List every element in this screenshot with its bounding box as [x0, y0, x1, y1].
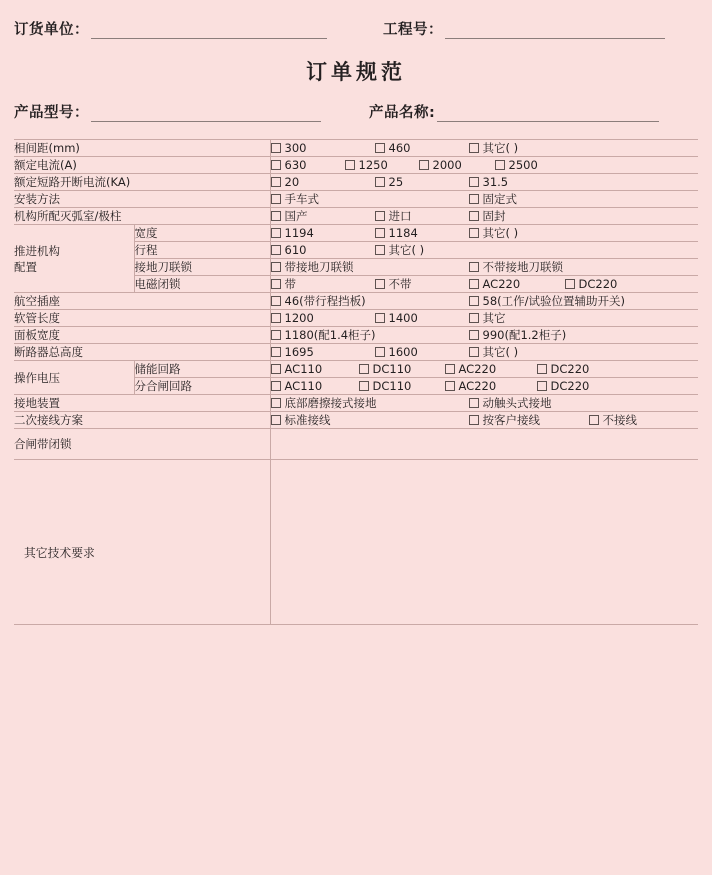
- row-label-hose-length: 软管长度: [14, 310, 270, 327]
- checkbox-icon[interactable]: [375, 313, 385, 323]
- checkbox-option[interactable]: 1695: [271, 345, 375, 359]
- row-options-earth-interlock: [270, 259, 698, 276]
- checkbox-option[interactable]: 31.5: [469, 175, 698, 189]
- checkbox-icon[interactable]: [375, 211, 385, 221]
- checkbox-option[interactable]: 1600: [375, 345, 469, 359]
- row-label-push-mechanism: 推进机构 配置: [14, 225, 134, 293]
- checkbox-icon[interactable]: [271, 262, 281, 272]
- checkbox-option[interactable]: 630: [271, 158, 345, 172]
- checkbox-icon[interactable]: [375, 347, 385, 357]
- product-name-input[interactable]: [437, 106, 659, 122]
- row-label-arc-chamber: 机构所配灭弧室/极柱: [14, 208, 270, 225]
- checkbox-icon[interactable]: [271, 313, 281, 323]
- checkbox-icon[interactable]: [345, 160, 355, 170]
- sub-label-magnetic-lock: 电磁闭锁: [134, 276, 270, 293]
- checkbox-icon[interactable]: [445, 381, 455, 391]
- page-title: 订单规范: [306, 60, 406, 84]
- project-no-input[interactable]: [445, 23, 665, 39]
- checkbox-icon[interactable]: [469, 194, 479, 204]
- checkbox-option[interactable]: DC220: [537, 362, 698, 376]
- table-row: [14, 140, 698, 157]
- table-row: [14, 460, 698, 625]
- checkbox-icon[interactable]: [469, 211, 479, 221]
- row-options-other-requirements[interactable]: [270, 460, 698, 625]
- checkbox-option[interactable]: 固封: [469, 208, 698, 224]
- checkbox-icon[interactable]: [375, 143, 385, 153]
- row-options-push-width: [270, 225, 698, 242]
- form-header-second: [14, 92, 698, 122]
- row-options-rated-current: [270, 157, 698, 174]
- checkbox-option[interactable]: 20: [271, 175, 375, 189]
- checkbox-option[interactable]: 手车式: [271, 191, 469, 207]
- checkbox-icon[interactable]: [375, 177, 385, 187]
- checkbox-icon[interactable]: [271, 143, 281, 153]
- table-row: [14, 327, 698, 344]
- checkbox-option[interactable]: 其它( ): [469, 344, 698, 360]
- row-options-energy-circuit: [270, 361, 698, 378]
- table-row: [14, 225, 698, 242]
- checkbox-icon[interactable]: [359, 364, 369, 374]
- checkbox-icon[interactable]: [375, 245, 385, 255]
- row-options-aviation-socket: [270, 293, 698, 310]
- order-unit-label: 订货单位：: [14, 22, 89, 38]
- checkbox-icon[interactable]: [469, 279, 479, 289]
- checkbox-option[interactable]: 25: [375, 175, 469, 189]
- checkbox-icon[interactable]: [565, 279, 575, 289]
- checkbox-icon[interactable]: [271, 228, 281, 238]
- checkbox-icon[interactable]: [271, 160, 281, 170]
- checkbox-icon[interactable]: [469, 347, 479, 357]
- checkbox-option[interactable]: 其它: [469, 310, 698, 326]
- checkbox-option[interactable]: 1400: [375, 311, 469, 325]
- checkbox-option[interactable]: 不带: [375, 276, 469, 292]
- row-label-aviation-socket: 航空插座: [14, 293, 270, 310]
- row-options-push-stroke: [270, 242, 698, 259]
- checkbox-icon[interactable]: [375, 279, 385, 289]
- table-row: [14, 429, 698, 460]
- table-row: [14, 157, 698, 174]
- checkbox-icon[interactable]: [469, 177, 479, 187]
- table-row: [14, 310, 698, 327]
- row-options-hose-length: [270, 310, 698, 327]
- checkbox-option[interactable]: AC110: [271, 379, 359, 393]
- product-model-label: 产品型号：: [14, 105, 89, 121]
- checkbox-option[interactable]: 58(工作/试验位置辅助开关): [469, 293, 698, 309]
- checkbox-icon[interactable]: [495, 160, 505, 170]
- order-unit-input[interactable]: [91, 23, 327, 39]
- row-label-breaker-height: 断路器总高度: [14, 344, 270, 361]
- sub-label-close-open-circuit: 分合闸回路: [134, 378, 270, 395]
- checkbox-option[interactable]: 进口: [375, 208, 469, 224]
- checkbox-icon[interactable]: [271, 415, 281, 425]
- row-label-rated-current: 额定电流(A): [14, 157, 270, 174]
- row-options-secondary-wiring: [270, 412, 698, 429]
- checkbox-icon[interactable]: [469, 330, 479, 340]
- project-no-label: 工程号：: [383, 22, 443, 38]
- table-row: [14, 208, 698, 225]
- checkbox-icon[interactable]: [359, 381, 369, 391]
- checkbox-option[interactable]: 不带接地刀联锁: [469, 259, 698, 275]
- row-options-earthing-device: [270, 395, 698, 412]
- checkbox-option[interactable]: 46(带行程挡板): [271, 293, 469, 309]
- checkbox-option[interactable]: 1250: [345, 158, 419, 172]
- checkbox-option[interactable]: DC110: [359, 379, 445, 393]
- checkbox-icon[interactable]: [469, 228, 479, 238]
- row-options-closing-lock[interactable]: [270, 429, 698, 460]
- checkbox-icon[interactable]: [271, 177, 281, 187]
- table-row: [14, 344, 698, 361]
- row-label-earthing-device: 接地装置: [14, 395, 270, 412]
- product-name-field[interactable]: [369, 101, 659, 122]
- checkbox-icon[interactable]: [469, 262, 479, 272]
- checkbox-option[interactable]: 其它( ): [375, 242, 698, 258]
- row-label-phase-distance: 相间距(mm): [14, 140, 270, 157]
- sub-label-earth-interlock: 接地刀联锁: [134, 259, 270, 276]
- checkbox-option[interactable]: 标准接线: [271, 412, 469, 428]
- checkbox-option[interactable]: 1200: [271, 311, 375, 325]
- checkbox-option[interactable]: 610: [271, 243, 375, 257]
- row-options-magnetic-lock: [270, 276, 698, 293]
- checkbox-option[interactable]: DC220: [565, 277, 698, 291]
- row-options-breaking-current: [270, 174, 698, 191]
- product-model-field[interactable]: [14, 101, 321, 122]
- order-unit-field[interactable]: [14, 18, 327, 39]
- checkbox-option[interactable]: 990(配1.2柜子): [469, 327, 698, 343]
- checkbox-icon[interactable]: [271, 211, 281, 221]
- row-options-phase-distance: [270, 140, 698, 157]
- project-no-field[interactable]: [383, 18, 665, 39]
- table-row: [14, 174, 698, 191]
- checkbox-icon[interactable]: [589, 415, 599, 425]
- checkbox-icon[interactable]: [537, 364, 547, 374]
- row-options-panel-width: [270, 327, 698, 344]
- checkbox-icon[interactable]: [271, 279, 281, 289]
- checkbox-option[interactable]: 其它( ): [469, 225, 698, 241]
- checkbox-icon[interactable]: [469, 415, 479, 425]
- checkbox-option[interactable]: AC220: [469, 277, 565, 291]
- row-label-panel-width: 面板宽度: [14, 327, 270, 344]
- checkbox-option[interactable]: 2500: [495, 158, 698, 172]
- checkbox-icon[interactable]: [445, 364, 455, 374]
- table-row: [14, 191, 698, 208]
- checkbox-option[interactable]: 其它( ): [469, 140, 698, 156]
- checkbox-icon[interactable]: [469, 313, 479, 323]
- row-label-install-method: 安装方法: [14, 191, 270, 208]
- row-label-secondary-wiring: 二次接线方案: [14, 412, 270, 429]
- checkbox-icon[interactable]: [419, 160, 429, 170]
- row-options-arc-chamber: [270, 208, 698, 225]
- checkbox-icon[interactable]: [537, 381, 547, 391]
- checkbox-icon[interactable]: [271, 347, 281, 357]
- row-options-install-method: [270, 191, 698, 208]
- spec-table: [14, 139, 698, 625]
- checkbox-option[interactable]: 带接地刀联锁: [271, 259, 469, 275]
- checkbox-icon[interactable]: [469, 143, 479, 153]
- checkbox-option[interactable]: 动触头式接地: [469, 395, 698, 411]
- form-header-top: [14, 0, 698, 39]
- checkbox-option[interactable]: 带: [271, 276, 375, 292]
- sub-label-energy-circuit: 储能回路: [134, 361, 270, 378]
- checkbox-icon[interactable]: [271, 364, 281, 374]
- checkbox-icon[interactable]: [271, 398, 281, 408]
- table-row: [14, 412, 698, 429]
- checkbox-icon[interactable]: [469, 296, 479, 306]
- table-row: [14, 395, 698, 412]
- checkbox-icon[interactable]: [271, 194, 281, 204]
- checkbox-option[interactable]: 1184: [375, 226, 469, 240]
- row-label-other-requirements: 其它技术要求: [14, 460, 270, 625]
- checkbox-option[interactable]: 不接线: [589, 412, 698, 428]
- row-options-close-open-circuit: [270, 378, 698, 395]
- sub-label-stroke: 行程: [134, 242, 270, 259]
- checkbox-option[interactable]: DC220: [537, 379, 698, 393]
- checkbox-option[interactable]: AC220: [445, 362, 537, 376]
- checkbox-option[interactable]: AC110: [271, 362, 359, 376]
- sub-label-width: 宽度: [134, 225, 270, 242]
- checkbox-option[interactable]: 1180(配1.4柜子): [271, 327, 469, 343]
- checkbox-icon[interactable]: [271, 381, 281, 391]
- checkbox-option[interactable]: DC110: [359, 362, 445, 376]
- checkbox-icon[interactable]: [375, 228, 385, 238]
- checkbox-icon[interactable]: [271, 245, 281, 255]
- row-label-operating-voltage: 操作电压: [14, 361, 134, 395]
- checkbox-icon[interactable]: [271, 330, 281, 340]
- product-name-label: 产品名称:: [369, 105, 436, 121]
- row-label-breaking-current: 额定短路开断电流(KA): [14, 174, 270, 191]
- table-row: [14, 361, 698, 378]
- checkbox-option[interactable]: 底部磨擦接式接地: [271, 395, 469, 411]
- checkbox-option[interactable]: 2000: [419, 158, 495, 172]
- checkbox-option[interactable]: 按客户接线: [469, 412, 589, 428]
- checkbox-icon[interactable]: [271, 296, 281, 306]
- checkbox-option[interactable]: 固定式: [469, 191, 698, 207]
- product-model-input[interactable]: [91, 106, 321, 122]
- checkbox-option[interactable]: 国产: [271, 208, 375, 224]
- row-label-closing-lock: 合闸带闭锁: [14, 429, 270, 460]
- checkbox-option[interactable]: 1194: [271, 226, 375, 240]
- checkbox-option[interactable]: 300: [271, 141, 375, 155]
- checkbox-option[interactable]: 460: [375, 141, 469, 155]
- checkbox-icon[interactable]: [469, 398, 479, 408]
- checkbox-option[interactable]: AC220: [445, 379, 537, 393]
- row-options-breaker-height: [270, 344, 698, 361]
- table-row: [14, 293, 698, 310]
